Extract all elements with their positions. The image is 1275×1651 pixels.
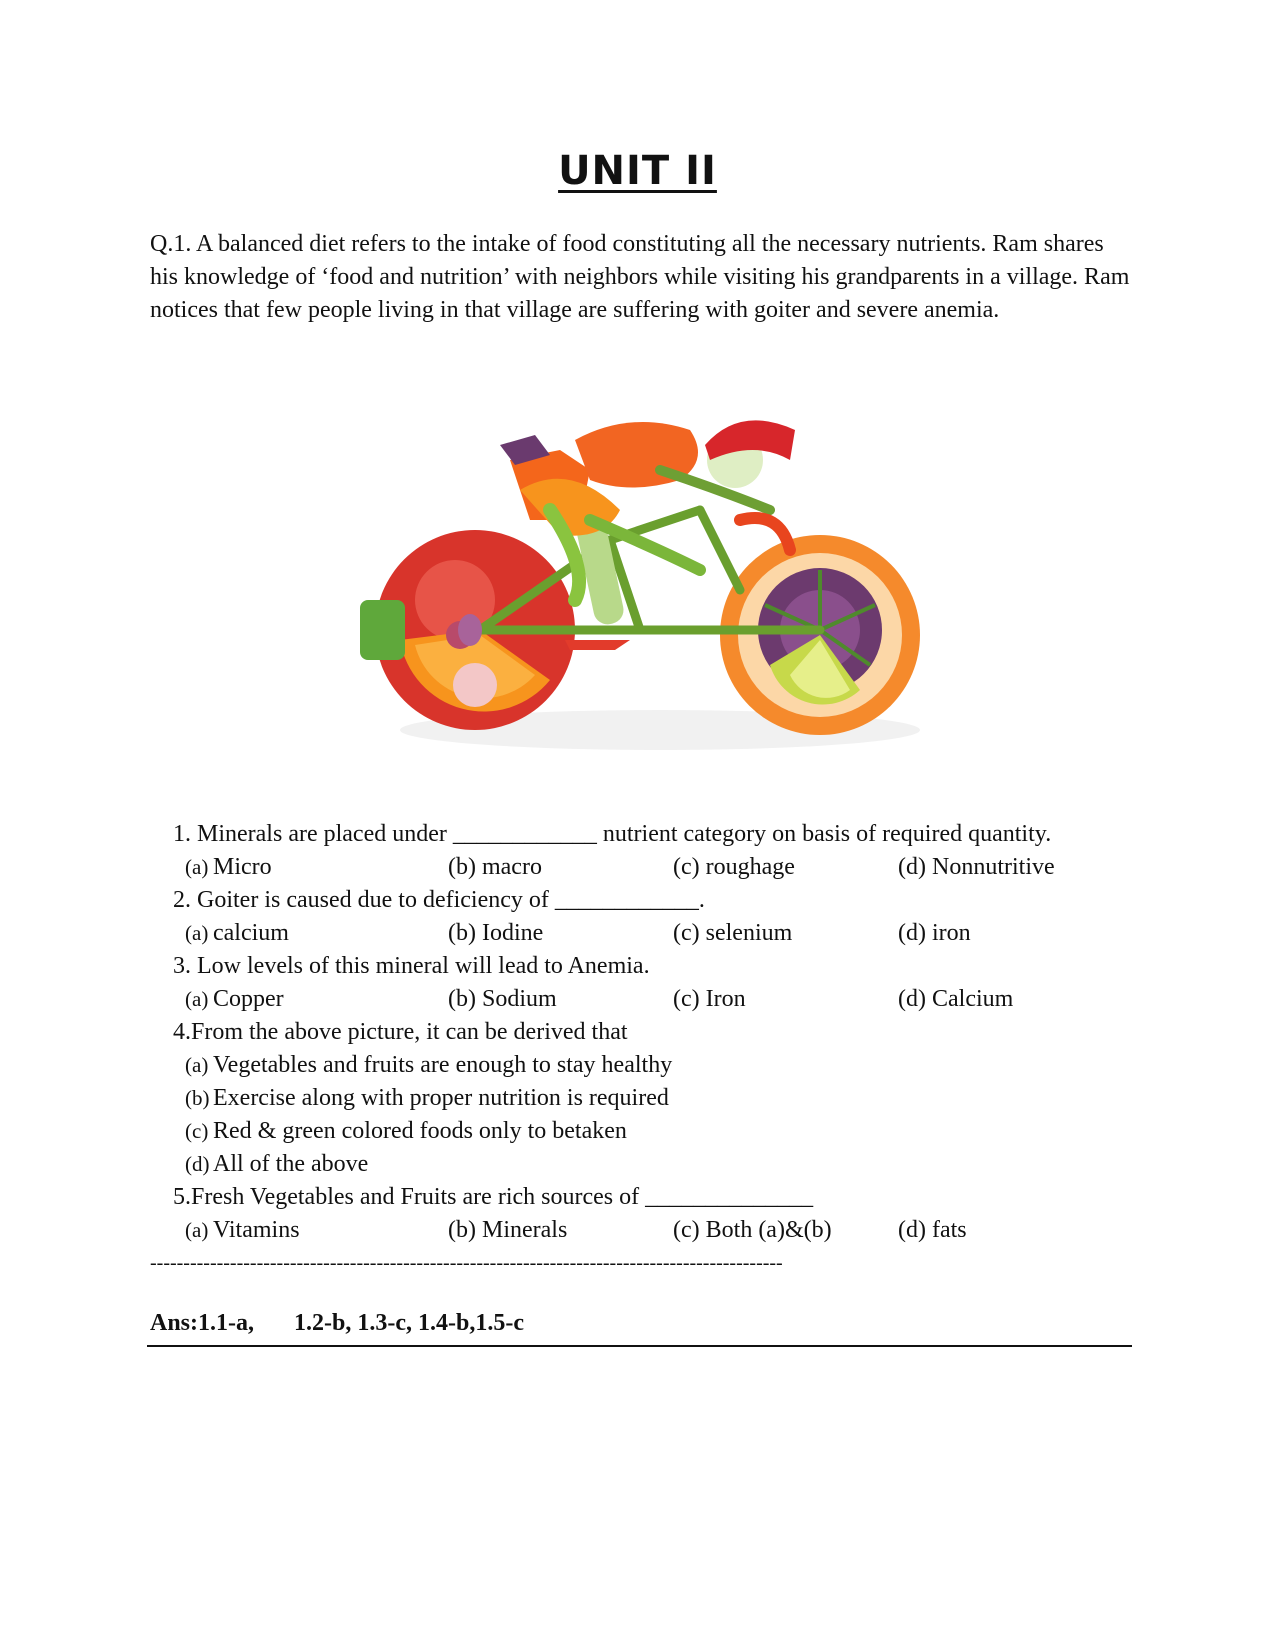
option-d: (d) iron <box>898 920 971 946</box>
option-d: (d) fats <box>898 1217 967 1243</box>
answer-key-rest: 1.2-b, 1.3-c, 1.4-b,1.5-c <box>294 1310 524 1336</box>
option-d: (d) Nonnutritive <box>898 854 1055 880</box>
answer-key-first: Ans:1.1-a, <box>150 1310 255 1336</box>
option-b: (b) macro <box>448 854 542 880</box>
question-1-options <box>173 851 1113 884</box>
option-c: (c) roughage <box>673 854 795 880</box>
answer-underline <box>147 1345 1132 1347</box>
option-a: (a) Micro <box>185 854 272 880</box>
question-5-options <box>173 1214 1113 1247</box>
question-4: 4.From the above picture, it can be derived that <box>173 1019 628 1045</box>
option-a: (a) Copper <box>185 986 284 1012</box>
option-d: (d) All of the above <box>185 1151 369 1177</box>
option-d: (d) Calcium <box>898 986 1014 1012</box>
option-b: (b) Sodium <box>448 986 557 1012</box>
question-2: 2. Goiter is caused due to deficiency of ____________. <box>173 887 705 913</box>
option-a: (a) Vegetables and fruits are enough to stay healthy <box>185 1052 673 1078</box>
option-a: (a) Vitamins <box>185 1217 300 1243</box>
option-a: (a) calcium <box>185 920 289 946</box>
question-5: 5.Fresh Vegetables and Fruits are rich sources of ______________ <box>173 1184 814 1210</box>
vegetable-bicycle-illustration <box>360 400 940 760</box>
page-title: UNIT II <box>558 148 717 194</box>
option-c: (c) Iron <box>673 986 746 1012</box>
question-2-options <box>173 917 1113 950</box>
option-b: (b) Iodine <box>448 920 544 946</box>
option-b: (b) Minerals <box>448 1217 568 1243</box>
option-c: (c) Red & green colored foods only to betaken <box>185 1118 627 1144</box>
question-3-options <box>173 983 1113 1016</box>
intro-paragraph: Q.1. A balanced diet refers to the intake of food constituting all the necessary nutrients. Ram shares his knowledge of ‘food and nutrition’ with neighbors while visiting his grandparents in a village. Ram notices that few people living in that village are suffering with goiter and severe anemia. <box>150 231 1130 323</box>
option-c: (c) Both (a)&(b) <box>673 1217 832 1243</box>
question-1: 1. Minerals are placed under ____________ nutrient category on basis of required quantity. <box>173 821 1052 847</box>
question-3: 3. Low levels of this mineral will lead to Anemia. <box>173 953 650 979</box>
question-list <box>173 818 1113 1247</box>
option-c: (c) selenium <box>673 920 793 946</box>
option-b: (b) Exercise along with proper nutrition is required <box>185 1085 669 1111</box>
dashed-divider: ----------------------------------------------------------------------------------------------- <box>150 1252 783 1274</box>
answer-key <box>150 1310 524 1337</box>
